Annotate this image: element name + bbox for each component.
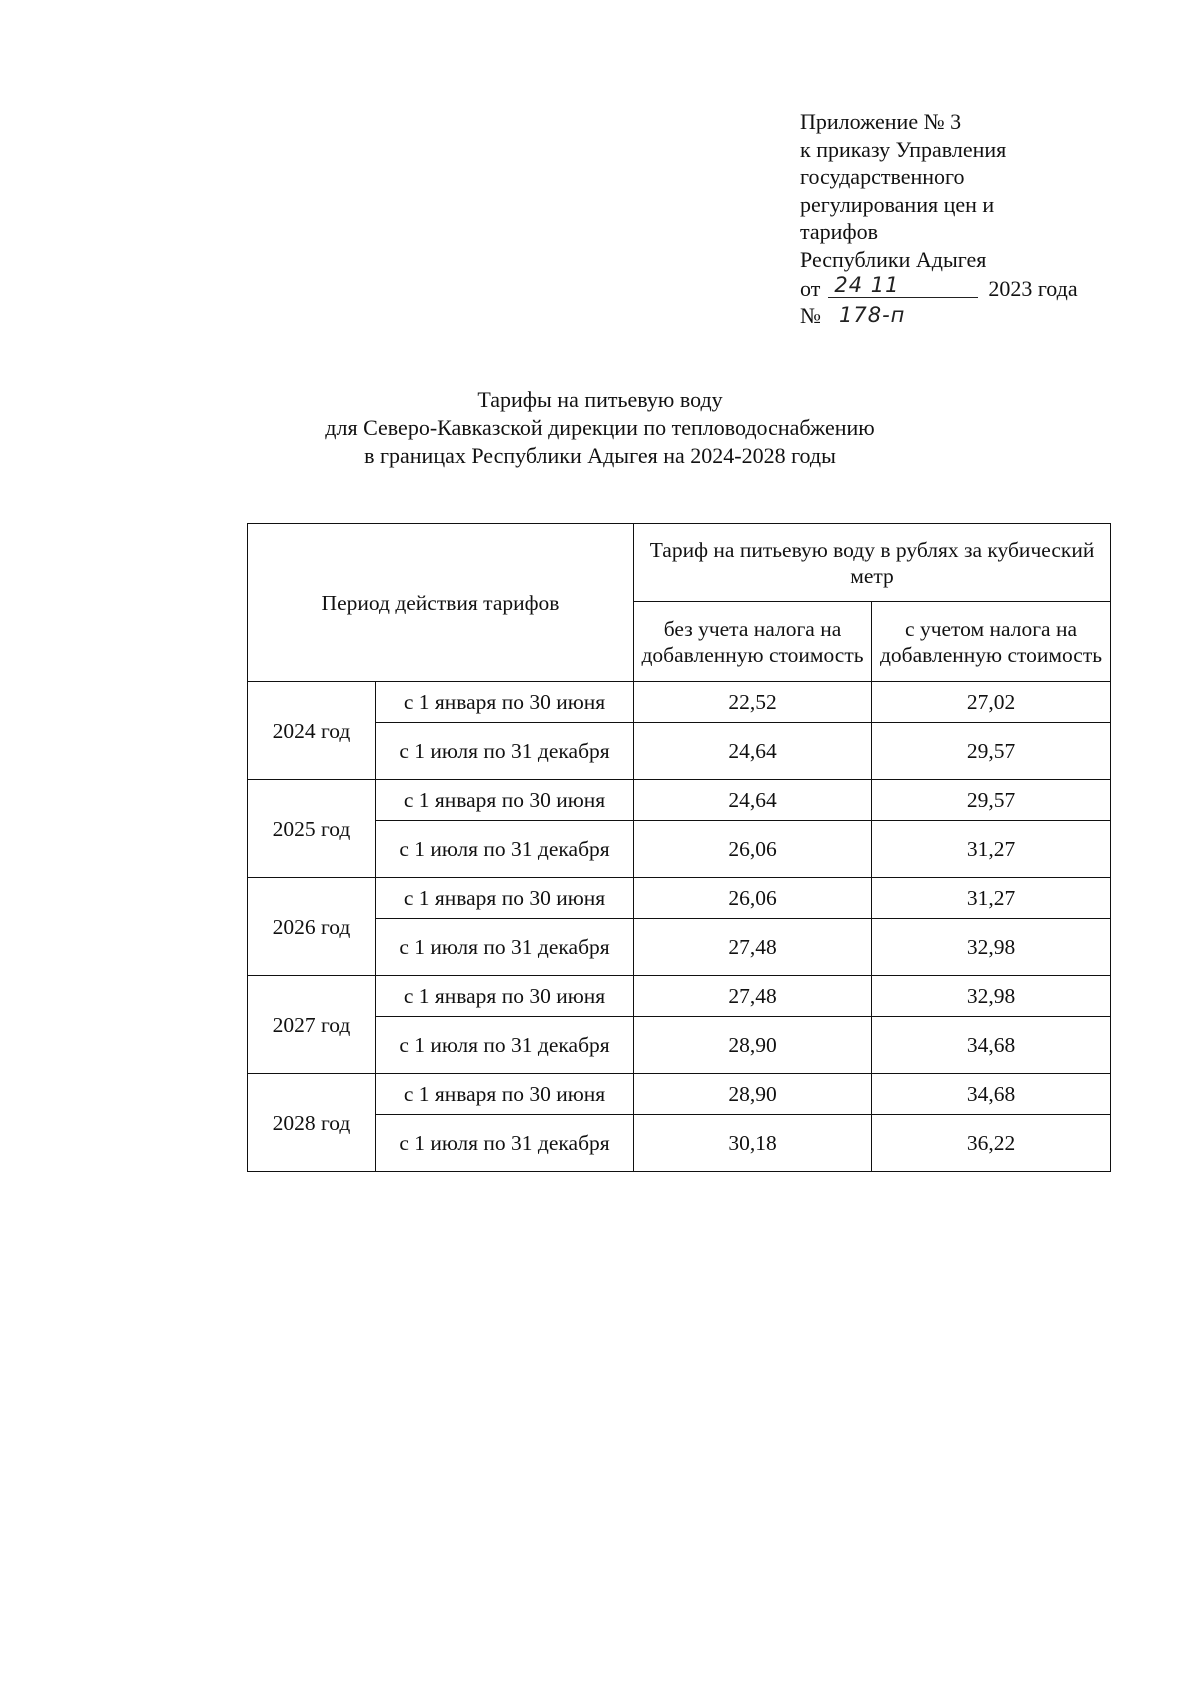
value-without-vat: 28,90 [634, 1074, 872, 1115]
appendix-line: Республики Адыгея [800, 246, 987, 272]
year-cell: 2025 год [248, 780, 376, 878]
period-cell: с 1 июля по 31 декабря [376, 1115, 634, 1172]
value-without-vat: 27,48 [634, 919, 872, 976]
header-with-vat: с учетом налога на добавленную стоимость [872, 602, 1111, 682]
period-cell: с 1 июля по 31 декабря [376, 1017, 634, 1074]
appendix-line: к приказу Управления [800, 136, 1007, 162]
value-with-vat: 27,02 [872, 682, 1111, 723]
table-row [248, 723, 1111, 780]
number-prefix: № [800, 303, 821, 328]
order-date-line [800, 273, 1078, 302]
table-row [248, 976, 1111, 1017]
value-with-vat: 34,68 [872, 1017, 1111, 1074]
appendix-line: Приложение № 3 [800, 109, 962, 134]
value-with-vat: 32,98 [872, 976, 1111, 1017]
table-row [248, 919, 1111, 976]
value-with-vat: 29,57 [872, 723, 1111, 780]
title-line: в границах Республики Адыгея на 2024-2028 годы [364, 443, 836, 468]
table-row [248, 1017, 1111, 1074]
year-cell: 2027 год [248, 976, 376, 1074]
appendix-line: государственного [800, 164, 965, 189]
year-cell: 2026 год [248, 878, 376, 976]
value-without-vat: 28,90 [634, 1017, 872, 1074]
document-title [250, 386, 950, 470]
value-without-vat: 30,18 [634, 1115, 872, 1172]
year-cell: 2024 год [248, 682, 376, 780]
period-cell: с 1 июля по 31 декабря [376, 919, 634, 976]
value-without-vat: 26,06 [634, 821, 872, 878]
value-without-vat: 24,64 [634, 723, 872, 780]
handwritten-number: 178-п [839, 303, 906, 327]
tariff-table [247, 523, 1111, 1172]
table-row [248, 780, 1111, 821]
value-without-vat: 27,48 [634, 976, 872, 1017]
table-row [248, 821, 1111, 878]
header-period: Период действия тарифов [248, 524, 634, 682]
header-without-vat: без учета налога на добавленную стоимость [634, 602, 872, 682]
handwritten-date: 24 11 [834, 272, 900, 297]
order-number-line [800, 302, 1078, 330]
value-without-vat: 26,06 [634, 878, 872, 919]
year-cell: 2028 год [248, 1074, 376, 1172]
title-line: для Северо-Кавказской дирекции по тепловодоснабжению [325, 415, 875, 440]
table-row [248, 878, 1111, 919]
value-without-vat: 22,52 [634, 682, 872, 723]
value-with-vat: 31,27 [872, 878, 1111, 919]
date-prefix: от [800, 275, 821, 301]
period-cell: с 1 июля по 31 декабря [376, 821, 634, 878]
value-with-vat: 31,27 [872, 821, 1111, 878]
value-with-vat: 36,22 [872, 1115, 1111, 1172]
table-row [248, 682, 1111, 723]
date-suffix: 2023 года [988, 275, 1078, 301]
table-row [248, 1074, 1111, 1115]
value-with-vat: 34,68 [872, 1074, 1111, 1115]
period-cell: с 1 января по 30 июня [376, 878, 634, 919]
period-cell: с 1 января по 30 июня [376, 682, 634, 723]
value-with-vat: 29,57 [872, 780, 1111, 821]
date-blank [828, 273, 978, 298]
period-cell: с 1 января по 30 июня [376, 1074, 634, 1115]
title-line: Тарифы на питьевую воду [477, 387, 723, 412]
value-with-vat: 32,98 [872, 919, 1111, 976]
appendix-line: регулирования цен и [800, 191, 995, 217]
header-tariff: Тариф на питьевую воду в рублях за кубический метр [634, 524, 1111, 602]
period-cell: с 1 января по 30 июня [376, 780, 634, 821]
table-header-row [248, 524, 1111, 602]
table-row [248, 1115, 1111, 1172]
value-without-vat: 24,64 [634, 780, 872, 821]
appendix-block [800, 108, 1078, 330]
period-cell: с 1 июля по 31 декабря [376, 723, 634, 780]
period-cell: с 1 января по 30 июня [376, 976, 634, 1017]
appendix-line: тарифов [800, 219, 879, 244]
